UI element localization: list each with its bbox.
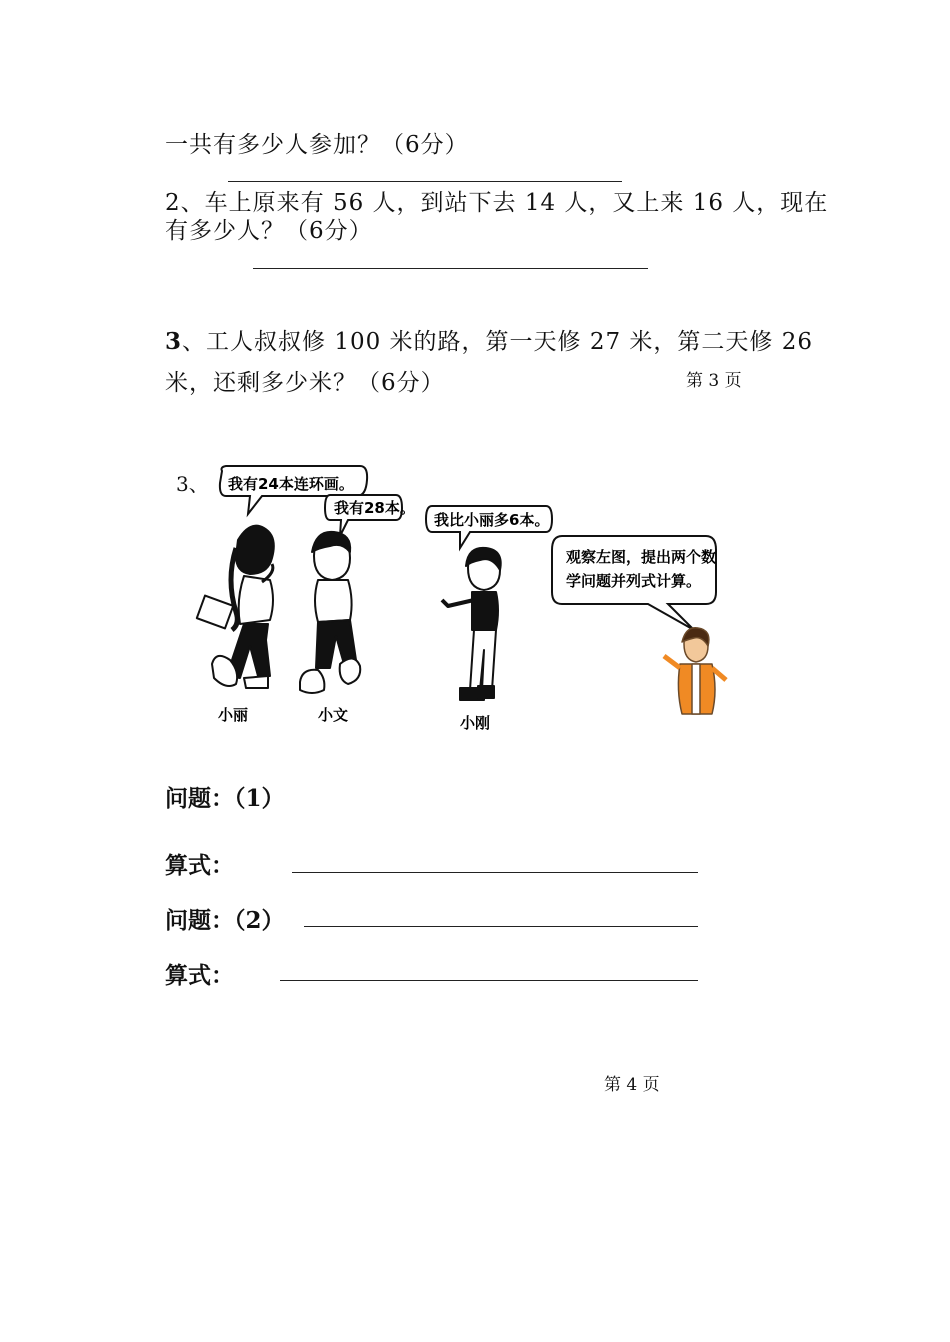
formula-2-label: 算式： bbox=[165, 962, 234, 989]
question-2-answer-line bbox=[304, 926, 698, 927]
question-1-label: 问题：（1） bbox=[165, 785, 285, 812]
section-3-number: 3、 bbox=[176, 472, 209, 496]
question-2-line-1: 2、车上原来有 56 人，到站下去 14 人，又上来 16 人，现在 bbox=[165, 190, 829, 216]
formula-1-label: 算式： bbox=[165, 852, 234, 879]
teacher-bubble-line-1: 观察左图，提出两个数 bbox=[566, 548, 717, 566]
boy-pointing-figure-icon bbox=[442, 548, 501, 700]
teacher-figure-icon bbox=[664, 628, 726, 714]
question-3-line-2: 米，还剩多少米？（6分） bbox=[165, 370, 445, 396]
formula-1-answer-line bbox=[292, 872, 698, 873]
boy2-bubble-text: 我比小丽多6本。 bbox=[434, 511, 550, 529]
boy2-speech-bubble bbox=[426, 506, 552, 548]
girl-figure-icon bbox=[197, 526, 274, 688]
formula-2-answer-line bbox=[280, 980, 698, 981]
page-3-footer: 第 3 页 bbox=[686, 371, 742, 391]
boy1-name-label: 小文 bbox=[318, 706, 349, 724]
girl-bubble-text: 我有24本连环画。 bbox=[228, 475, 354, 493]
question-3-text: 、工人叔叔修 100 米的路，第一天修 27 米，第二天修 26 bbox=[182, 329, 814, 355]
question-2-label: 问题：（2） bbox=[165, 907, 285, 934]
teacher-bubble-line-2: 学问题并列式计算。 bbox=[566, 572, 702, 590]
boy2-name-label: 小刚 bbox=[460, 714, 491, 732]
boy-figure-icon bbox=[300, 532, 360, 693]
boy1-speech-bubble bbox=[325, 495, 415, 536]
boy1-bubble-text: 我有28本。 bbox=[334, 499, 415, 517]
page-4-footer: 第 4 页 bbox=[604, 1075, 660, 1095]
question-2-line-2: 有多少人？（6分） bbox=[165, 218, 373, 244]
teacher-speech-bubble bbox=[552, 536, 716, 630]
question-3-number: 3 bbox=[165, 328, 183, 355]
girl-name-label: 小丽 bbox=[218, 706, 249, 724]
question-1-tail: 一共有多少人参加？（6分） bbox=[165, 132, 469, 158]
